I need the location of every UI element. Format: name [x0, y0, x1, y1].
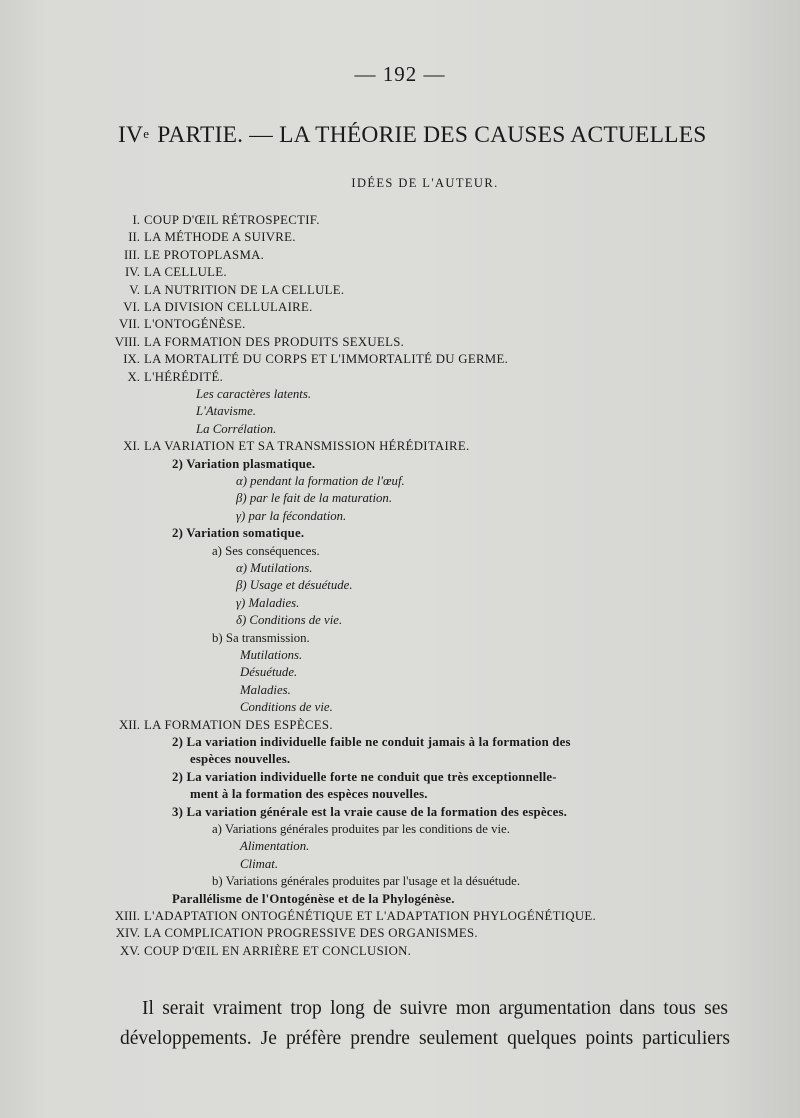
- toc-subentry-text: γ) Maladies.: [236, 595, 300, 610]
- toc-subentry-text: 2) Variation plasmatique.: [172, 456, 316, 471]
- toc-line: [240, 664, 297, 681]
- toc-numeral: V.: [129, 282, 140, 297]
- toc-numeral: XII.: [119, 717, 140, 732]
- toc-line: [172, 525, 304, 542]
- toc-line: [190, 751, 290, 768]
- toc-entry-text: LA COMPLICATION PROGRESSIVE DES ORGANISMES.: [144, 926, 478, 941]
- toc-line: [172, 734, 571, 751]
- toc-line: [236, 490, 392, 507]
- toc-entry-text: LA VARIATION ET SA TRANSMISSION HÉRÉDITAIRE.: [144, 439, 470, 454]
- paragraph-line: Il serait vraiment trop long de suivre mon argumentation dans tous ses: [142, 998, 728, 1019]
- toc-numeral: XIV.: [115, 926, 140, 941]
- toc-subentry-text: 2) La variation individuelle faible ne conduit jamais à la formation des: [172, 735, 571, 749]
- toc-entry-text: LA FORMATION DES ESPÈCES.: [144, 717, 333, 732]
- toc-subentry-text: β) Usage et désuétude.: [236, 578, 353, 593]
- toc-entry-text: L'ONTOGÉNÈSE.: [144, 317, 246, 332]
- toc-numeral: IX.: [123, 352, 140, 367]
- toc-numeral: VI.: [123, 300, 140, 314]
- toc-line: [236, 595, 299, 612]
- toc-numeral: III.: [124, 247, 140, 262]
- toc-numeral: VIII.: [114, 334, 140, 349]
- paragraph-line: développements. Je préfère prendre seulement quelques points particuliers: [120, 1028, 730, 1049]
- toc-line: [172, 456, 315, 473]
- toc-line: [240, 856, 278, 873]
- toc-line: [236, 577, 353, 594]
- toc-numeral: VII.: [119, 317, 140, 332]
- toc-subentry-text: Maladies.: [240, 682, 291, 697]
- toc-subentry-text: α) Mutilations.: [236, 561, 313, 575]
- section-subtitle: IDÉES DE L'AUTEUR.: [351, 176, 499, 190]
- toc-entry-text: LA FORMATION DES PRODUITS SEXUELS.: [144, 334, 405, 349]
- toc-subentry-text: Parallélisme de l'Ontogénèse et de la Phylogénèse.: [172, 891, 455, 906]
- toc-subentry-text: L'Atavisme.: [196, 404, 256, 419]
- toc-line: [172, 769, 557, 786]
- toc-subentry-text: a) Ses conséquences.: [212, 543, 320, 558]
- part-title: [118, 122, 718, 149]
- toc-subentry-text: β) par le fait de la maturation.: [236, 491, 393, 506]
- toc-line: [212, 543, 320, 560]
- toc-subentry-text: b) Variations générales produites par l'usage et la désuétude.: [212, 874, 521, 889]
- toc-entry-text: COUP D'ŒIL RÉTROSPECTIF.: [144, 213, 320, 227]
- toc-subentry-text: Conditions de vie.: [240, 700, 333, 715]
- toc-subentry-text: γ) par la fécondation.: [236, 508, 347, 523]
- toc-line: [212, 873, 520, 890]
- toc-subentry-text: La Corrélation.: [196, 421, 277, 436]
- toc-subentry-text: Les caractères latents.: [196, 387, 312, 401]
- toc-line: [190, 786, 428, 803]
- toc-line: [196, 386, 311, 403]
- toc-subentry-text: 3) La variation générale est la vraie cause de la formation des espèces.: [172, 804, 568, 819]
- toc-numeral: X.: [127, 369, 140, 384]
- toc-line: [236, 560, 312, 577]
- toc-subentry-text: Climat.: [240, 856, 279, 871]
- toc-line: [212, 630, 310, 647]
- toc-entry-text: LA MORTALITÉ DU CORPS ET L'IMMORTALITÉ DU GERME.: [144, 352, 509, 367]
- toc-line: [240, 682, 291, 699]
- toc-line: [236, 473, 405, 490]
- toc-numeral: IV.: [124, 265, 140, 280]
- toc-numeral: II.: [128, 230, 140, 245]
- toc-entry-text: COUP D'ŒIL EN ARRIÈRE ET CONCLUSION.: [144, 943, 412, 958]
- toc-line: [240, 647, 302, 664]
- part-numeral: IV: [118, 122, 144, 148]
- toc-line: [236, 612, 342, 629]
- toc-entry-text: LA NUTRITION DE LA CELLULE.: [144, 282, 345, 297]
- page-number: — 192 —: [354, 62, 446, 86]
- toc-subentry-text: Désuétude.: [240, 665, 298, 680]
- part-numeral-sup: e: [143, 126, 150, 141]
- toc-entry-text: LA MÉTHODE A SUIVRE.: [144, 230, 296, 245]
- toc-subentry-text: 2) La variation individuelle forte ne conduit que très exceptionnelle-: [172, 769, 557, 784]
- toc-line: [172, 891, 455, 908]
- toc-subentry-text: espèces nouvelles.: [190, 752, 291, 767]
- toc-subentry-text: δ) Conditions de vie.: [236, 613, 343, 628]
- part-title-text: PARTIE. — LA THÉORIE DES CAUSES ACTUELLES: [151, 122, 707, 148]
- toc-numeral: XIII.: [114, 909, 140, 923]
- toc-line: [212, 821, 510, 838]
- toc-numeral: XI.: [123, 439, 140, 454]
- toc-line: [240, 838, 309, 855]
- toc-entry-text: L'ADAPTATION ONTOGÉNÉTIQUE ET L'ADAPTATION PHYLOGÉNÉTIQUE.: [144, 909, 597, 923]
- toc-subentry-text: α) pendant la formation de l'œuf.: [236, 474, 405, 488]
- toc-entry-text: LA DIVISION CELLULAIRE.: [144, 300, 313, 314]
- toc-line: [240, 699, 333, 716]
- toc-line: [236, 508, 346, 525]
- toc-line: [196, 403, 256, 420]
- toc-line: [172, 804, 567, 821]
- toc-subentry-text: b) Sa transmission.: [212, 630, 310, 645]
- toc-subentry-text: Alimentation.: [240, 839, 310, 854]
- toc-entry-text: L'HÉRÉDITÉ.: [144, 369, 224, 384]
- toc-numeral: XV.: [119, 943, 140, 958]
- toc-line: [196, 421, 276, 438]
- toc-numeral: I.: [132, 213, 140, 227]
- toc-subentry-text: Mutilations.: [240, 648, 303, 662]
- toc-entry-text: LA CELLULE.: [144, 265, 227, 280]
- toc-entry-text: LE PROTOPLASMA.: [144, 247, 265, 262]
- toc-subentry-text: a) Variations générales produites par les conditions de vie.: [212, 822, 510, 836]
- toc-subentry-text: 2) Variation somatique.: [172, 526, 305, 541]
- toc-subentry-text: ment à la formation des espèces nouvelles.: [190, 787, 428, 802]
